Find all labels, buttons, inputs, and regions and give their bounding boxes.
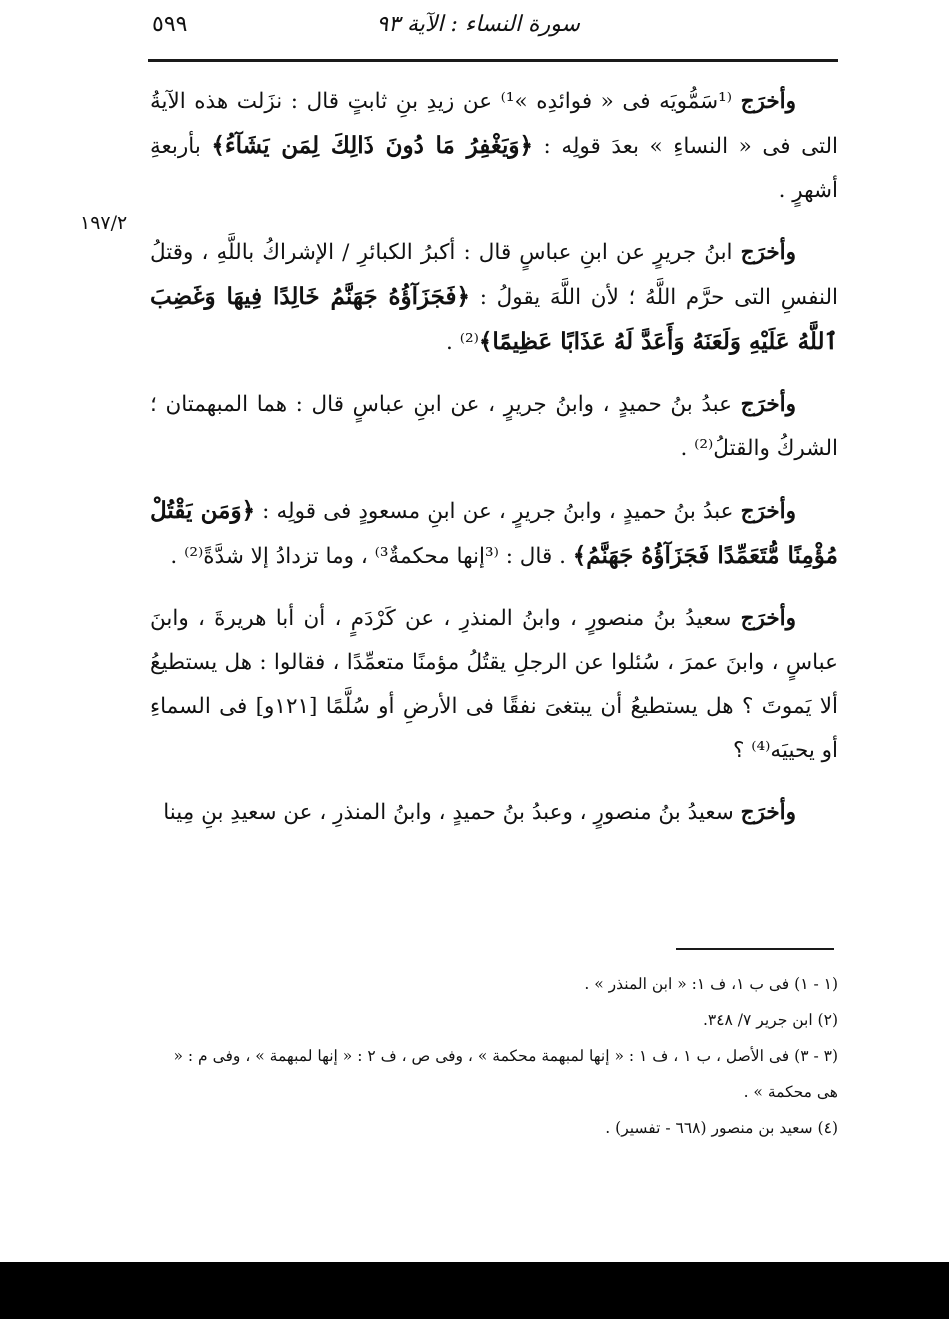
paragraph-text: سعيدُ بنُ منصورٍ ، وابنُ المنذرِ ، عن كَرْدَمٍ ، أن أبا هريرةَ ، وابنَ عباسٍ ، وابنَ عمرَ ، سُئلوا عن الرجلِ يقتُلُ مؤمنًا متعمِّدًا ، فقالوا : هل يستطيعُ ألا يَموتَ ؟ هل يستطيعُ أن يبتغىَ نفقًا فى الأرضِ أو سُلَّمًا [١٢١و] فى السماءِ أو يحييَه⁽⁴⁾ ؟ <box>150 606 838 763</box>
paragraph-1 <box>150 80 838 213</box>
paragraph-text: عبدُ بنُ حميدٍ ، وابنُ جريرٍ ، عن ابنِ مسعودٍ فى قولِه : <box>255 499 741 524</box>
footnote-2: (٢) ابن جرير ٧/ ٣٤٨. <box>702 1011 838 1029</box>
page-number: ٥٩٩ <box>152 12 188 37</box>
paragraph-2 <box>150 231 838 365</box>
main-text <box>150 80 838 851</box>
footnote-rule <box>676 948 834 950</box>
paragraph-6 <box>150 791 838 835</box>
scan-bottom-edge <box>0 1262 949 1319</box>
footnotes <box>150 966 838 1146</box>
paragraph-text: ⁽¹سَمُّويَه فى « فوائدِه »¹⁾ عن زيدِ بنِ ثابتٍ قال : نزَلت هذه الآيةُ التى فى « النساءِ » بعدَ قولِه : <box>150 89 839 159</box>
paragraph-3 <box>150 383 838 471</box>
quran-quote: ﴿وَيَغْفِرُ مَا دُونَ ذَالِكَ لِمَن يَشَآءُ﴾ <box>211 132 533 159</box>
paragraph-tail: بأربعةِ أشهرٍ . <box>150 134 838 203</box>
header-rule <box>148 59 838 62</box>
footnote-4: (٤) سعيد بن منصور (٦٦٨ - تفسير) . <box>605 1119 838 1137</box>
lead-word: وأخرَج <box>740 499 796 524</box>
lead-word: وأخرَج <box>740 800 796 825</box>
paragraph-text: سعيدُ بنُ منصورٍ ، وعبدُ بنُ حميدٍ ، وابنُ المنذرِ ، عن سعيدِ بنِ مِينا <box>163 800 741 825</box>
paragraph-5 <box>150 597 838 773</box>
lead-word: وأخرَج <box>740 392 796 417</box>
paragraph-tail: ⁽²⁾ . <box>446 330 479 355</box>
margin-reference: ١٩٧/٢ <box>80 212 128 234</box>
quran-quote: ﴿فَجَزَآؤُهُ جَهَنَّمُ خَالِدًا فِيهَا وَغَضِبَ ٱللَّهُ عَلَيْهِ وَلَعَنَهُ وَأَعَدَّ لَهُ عَذَابًا عَظِيمًا﴾ <box>150 283 838 355</box>
paragraph-4 <box>150 489 838 579</box>
lead-word: وأخرَج <box>740 240 796 265</box>
paragraph-text: عبدُ بنُ حميدٍ ، وابنُ جريرٍ ، عن ابنِ عباسٍ قال : هما المبهمتان ؛ الشركُ والقتلُ⁽²⁾ . <box>150 392 838 461</box>
lead-word: وأخرَج <box>740 606 796 631</box>
page-header <box>150 10 835 54</box>
footnote-3: (٣ - ٣) فى الأصل ، ب ١ ، ف ١ : « إنها لمبهمة محكمة » ، وفى ص ، ف ٢ : « إنها لمبهمة » ، وفى م : « هى محكمة » . <box>173 1047 838 1101</box>
quran-quote: ﴿وَمَن يَقْتُلْ مُؤْمِنًا مُّتَعَمِّدًا فَجَزَآؤُهُ جَهَنَّمُ﴾ <box>150 497 838 569</box>
footnote-1: (١ - ١) فى ب ١، ف ١: « ابن المنذر » . <box>584 975 838 993</box>
running-title: سورة النساء : الآية ٩٣ <box>376 12 580 37</box>
lead-word: وأخرَج <box>740 89 796 114</box>
paragraph-tail: . قال : ⁽³إنها محكمةٌ³⁾ ، وما تزدادُ إلا شدَّةً⁽²⁾ . <box>170 544 573 569</box>
paragraph-text: ابنُ جريرٍ عن ابنِ عباسٍ قال : أكبرُ الكبائرِ / الإشراكُ باللَّهِ ، وقتلُ النفسِ التى حرَّم اللَّهُ ؛ لأن اللَّهَ يقولُ : <box>150 240 838 310</box>
